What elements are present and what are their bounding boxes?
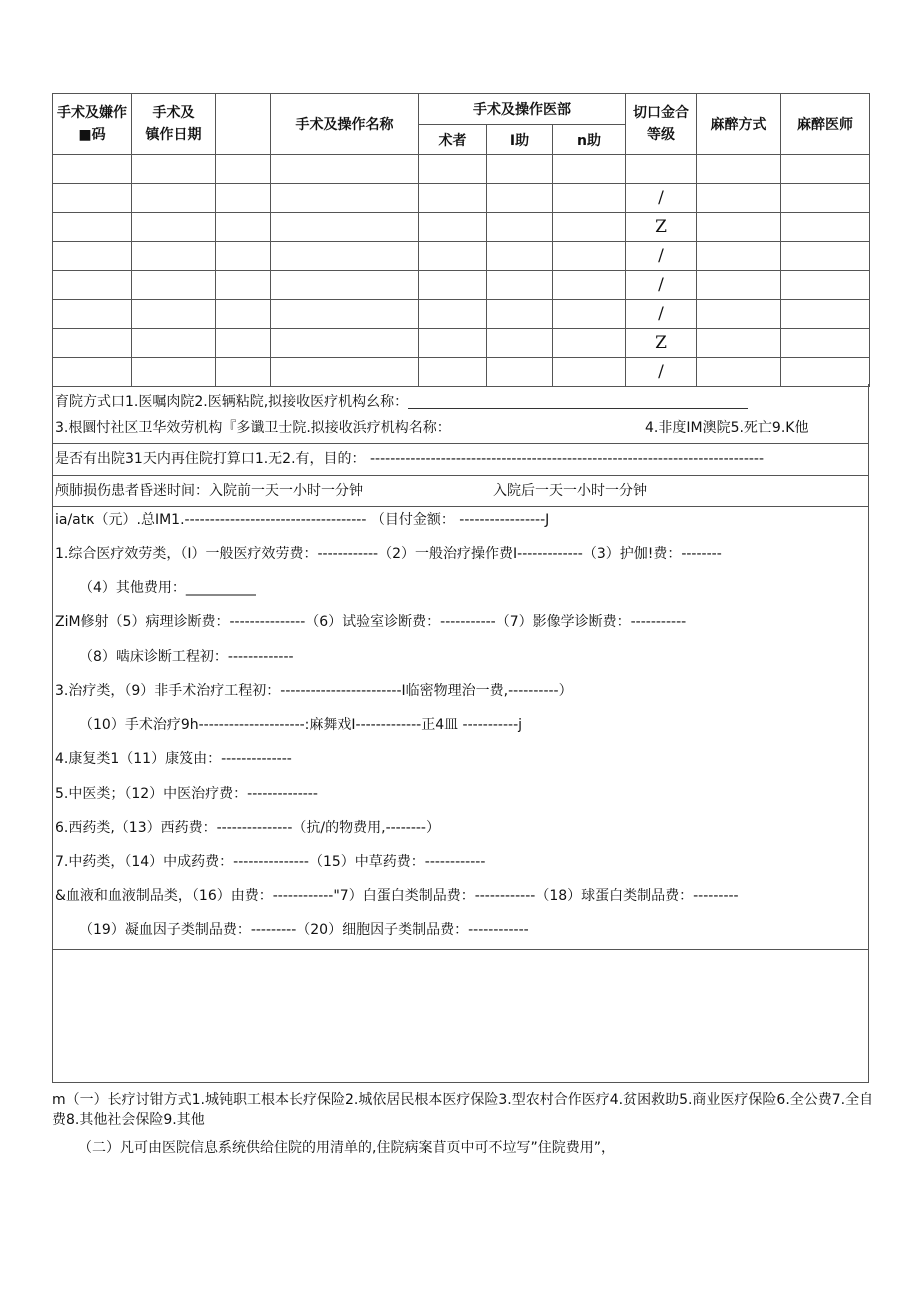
table-cell[interactable]	[419, 155, 487, 184]
divider	[53, 949, 868, 950]
header-doctor-group: 手术及操作医部	[419, 94, 626, 125]
cost-category-3: 3.治疗类，（9）非手术治疗工程初：------------------------I临密物理治一费,----------）	[55, 683, 573, 699]
header-op-name: 手术及操作名称	[271, 94, 419, 155]
table-cell[interactable]	[216, 184, 271, 213]
surgery-table	[52, 93, 870, 387]
cost-category-8: &血液和血液制品类，（16）由费：------------"7）白蛋白类制品费：------------（18）球蛋白类制品费：---------	[55, 888, 739, 904]
table-cell[interactable]	[781, 155, 870, 184]
table-cell[interactable]	[216, 358, 271, 387]
table-cell[interactable]	[132, 155, 216, 184]
table-cell[interactable]	[553, 242, 626, 271]
table-cell[interactable]	[271, 213, 419, 242]
discharge-other-options: 4.非度IM澳院5.死亡9.K他	[645, 420, 809, 436]
table-cell[interactable]	[487, 358, 553, 387]
table-cell[interactable]	[487, 155, 553, 184]
table-cell[interactable]	[53, 300, 132, 329]
divider	[53, 443, 868, 444]
table-cell[interactable]	[697, 300, 781, 329]
cost-category-1: 1.综合医疗效劳类，（I）一般医疗效劳费：------------（2）一般治疗操作费I-------------（3）护伽!费：--------	[55, 546, 722, 562]
table-cell[interactable]	[271, 271, 419, 300]
coma-time-line: 颅肺损伤患者昏迷时间：入院前一天一小时一分钟 入院后一天一小时一分钟	[55, 483, 647, 499]
table-cell[interactable]	[53, 242, 132, 271]
table-cell[interactable]	[781, 271, 870, 300]
table-row	[53, 271, 870, 300]
cost-category-6: 6.西药类,（13）西药费：---------------（抗/的物费用,--------）	[55, 820, 440, 836]
discharge-receiving-blank	[408, 396, 748, 409]
header-surgeon: 术者	[419, 125, 487, 155]
table-cell[interactable]	[271, 242, 419, 271]
table-cell[interactable]	[697, 155, 781, 184]
table-cell[interactable]	[216, 271, 271, 300]
incision-grade-cell[interactable]: Z	[626, 329, 697, 358]
table-cell[interactable]	[487, 184, 553, 213]
table-cell[interactable]	[419, 271, 487, 300]
incision-grade-cell[interactable]: /	[626, 271, 697, 300]
coma-after-admission: 入院后一天一小时一分钟	[493, 483, 647, 499]
table-cell[interactable]	[216, 213, 271, 242]
table-cell[interactable]	[487, 300, 553, 329]
table-cell[interactable]	[697, 271, 781, 300]
incision-grade-cell[interactable]: /	[626, 358, 697, 387]
header-anesthesiologist: 麻醉医师	[781, 94, 870, 155]
table-cell[interactable]	[553, 300, 626, 329]
table-cell[interactable]	[419, 242, 487, 271]
table-cell[interactable]	[53, 271, 132, 300]
table-row	[53, 184, 870, 213]
table-cell[interactable]	[132, 271, 216, 300]
table-row	[53, 242, 870, 271]
cost-category-3-surgery: （10）手术治疗9h---------------------:麻舞戏I-------------正4皿 -----------j	[79, 717, 523, 733]
footnote-payment-method: m（一）长疗讨钳方式1.城钝职工根本长疗保险2.城依居民根本医疗保险3.型农村合作医疗4.贫困救助5.商业医疗保险6.全公费7.全自费8.其他社会保险9.其他	[52, 1092, 874, 1128]
table-cell[interactable]	[781, 358, 870, 387]
table-cell[interactable]	[419, 184, 487, 213]
table-cell[interactable]	[697, 242, 781, 271]
table-cell[interactable]	[487, 271, 553, 300]
table-cell[interactable]	[419, 300, 487, 329]
table-cell[interactable]	[697, 184, 781, 213]
table-cell[interactable]	[53, 184, 132, 213]
table-cell[interactable]	[553, 271, 626, 300]
header-op-date: 手术及 镇作日期	[132, 94, 216, 155]
total-cost-line: ia/atκ（元）.总IM1.------------------------------------ （目付金额： -----------------J	[55, 512, 550, 528]
cost-category-2: ZiM修射（5）病理诊断费：---------------（6）试验室诊断费：-----------（7）影像学诊断费：-----------	[55, 614, 687, 630]
table-cell[interactable]	[271, 300, 419, 329]
table-cell[interactable]	[132, 184, 216, 213]
table-cell[interactable]	[781, 329, 870, 358]
table-cell[interactable]	[781, 184, 870, 213]
table-row	[53, 300, 870, 329]
table-cell[interactable]	[271, 358, 419, 387]
table-cell[interactable]	[697, 358, 781, 387]
table-cell[interactable]	[553, 329, 626, 358]
header-anesthesia-method: 麻醉方式	[697, 94, 781, 155]
cost-category-4: 4.康复类1（11）康笈由：--------------	[55, 751, 292, 767]
header-assistant-2: n助	[553, 125, 626, 155]
table-cell[interactable]	[553, 213, 626, 242]
readmission-line: 是否有出院31天内再住院打算口1.无2.有，目的： ------------------------------------------------------------------------------	[55, 451, 765, 467]
table-cell[interactable]	[132, 300, 216, 329]
discharge-method-line: 育院方式口1.医嘱肉院2.医辆粘院,拟接收医疗机构幺称：	[53, 392, 870, 412]
footnote-cost-list: （二）凡可由医院信息系统供给住院的用清单的,住院病案苜页中可不垃写”住院费用”，	[78, 1140, 615, 1156]
table-cell[interactable]	[216, 155, 271, 184]
discharge-cost-block	[52, 384, 869, 1083]
table-cell[interactable]	[553, 184, 626, 213]
table-cell[interactable]	[419, 329, 487, 358]
table-cell[interactable]	[553, 358, 626, 387]
cost-category-8-factors: （19）凝血因子类制品费：---------（20）细胞因子类制品费：------------	[79, 922, 529, 938]
cost-category-1-other: （4）其他费用：__________	[79, 580, 256, 596]
table-row	[53, 358, 870, 387]
table-cell[interactable]	[132, 242, 216, 271]
table-row	[53, 155, 870, 184]
table-cell[interactable]	[697, 329, 781, 358]
table-cell[interactable]	[697, 213, 781, 242]
table-cell[interactable]	[487, 213, 553, 242]
incision-grade-cell[interactable]	[626, 155, 697, 184]
divider	[53, 475, 868, 476]
incision-grade-cell[interactable]: /	[626, 242, 697, 271]
table-cell[interactable]	[216, 329, 271, 358]
table-cell[interactable]	[271, 329, 419, 358]
table-cell[interactable]	[419, 213, 487, 242]
table-cell[interactable]	[132, 213, 216, 242]
table-cell[interactable]	[53, 358, 132, 387]
header-op-code: 手术及嫌作■码	[53, 94, 132, 155]
table-cell[interactable]	[271, 155, 419, 184]
table-cell[interactable]	[553, 155, 626, 184]
table-cell[interactable]	[132, 358, 216, 387]
readmission-purpose-blank: ------------------------------------------------------------------------------	[369, 451, 765, 467]
table-cell[interactable]	[53, 155, 132, 184]
cost-category-5: 5.中医类；（12）中医治疗费：--------------	[55, 786, 318, 802]
cost-category-2-clinical: （8）啮床诊断工程初：-------------	[79, 649, 294, 665]
table-cell[interactable]	[53, 213, 132, 242]
table-cell[interactable]	[216, 300, 271, 329]
header-assistant-1: I助	[487, 125, 553, 155]
incision-grade-cell[interactable]: /	[626, 184, 697, 213]
header-blank	[216, 94, 271, 155]
table-cell[interactable]	[781, 242, 870, 271]
table-cell[interactable]	[487, 329, 553, 358]
table-cell[interactable]	[271, 184, 419, 213]
header-incision-grade: 切口金合 等级	[626, 94, 697, 155]
table-row	[53, 329, 870, 358]
incision-grade-cell[interactable]: /	[626, 300, 697, 329]
table-cell[interactable]	[132, 329, 216, 358]
table-cell[interactable]	[216, 242, 271, 271]
table-cell[interactable]	[781, 300, 870, 329]
table-cell[interactable]	[781, 213, 870, 242]
divider	[53, 506, 868, 507]
cost-category-7: 7.中药类，（14）中成药费：---------------（15）中草药费：------------	[55, 854, 486, 870]
table-row	[53, 213, 870, 242]
table-cell[interactable]	[53, 329, 132, 358]
table-cell[interactable]	[487, 242, 553, 271]
discharge-method-line-2: 3.根圜忖社区卫华效劳机构『多谶卫士院.拟接收浜疗机构名称： 4.非度IM澳院5.死亡9.K他	[55, 420, 809, 436]
table-cell[interactable]	[419, 358, 487, 387]
divider	[53, 1082, 868, 1083]
incision-grade-cell[interactable]: Z	[626, 213, 697, 242]
